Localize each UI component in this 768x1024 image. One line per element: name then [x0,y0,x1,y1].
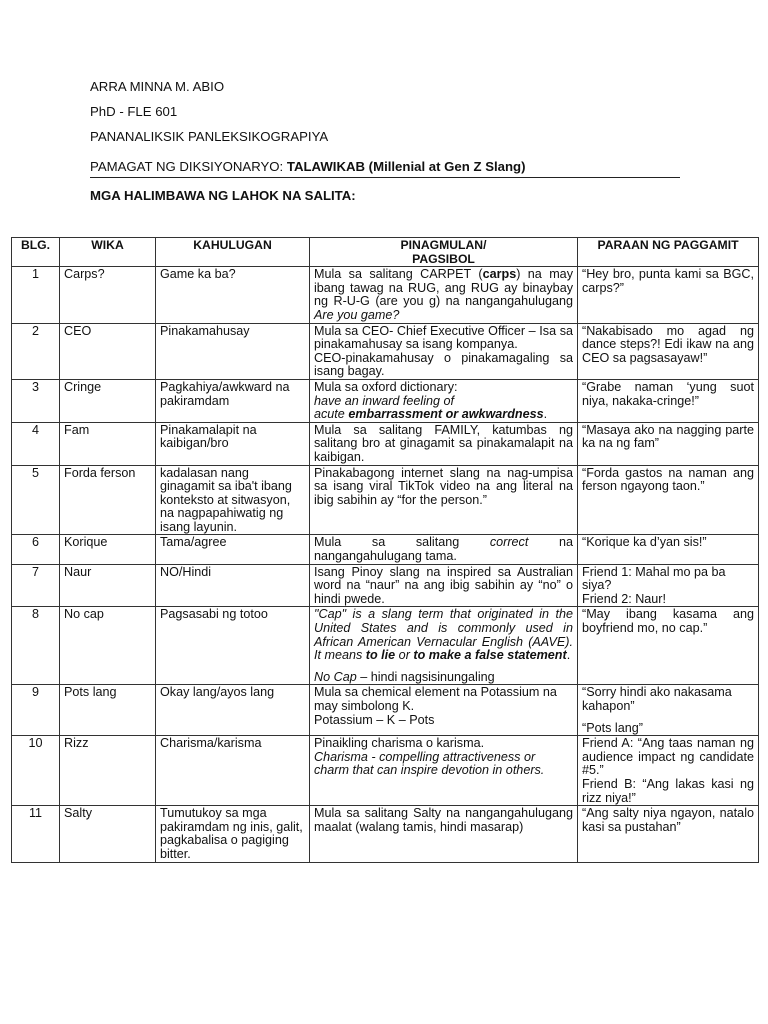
row-meaning: Pagkahiya/awkward na pakiramdam [156,379,310,422]
table-row [12,685,759,736]
row-meaning: Tama/agree [156,535,310,564]
row-number: 5 [12,465,60,535]
row-number: 10 [12,736,60,806]
row-word: Korique [60,535,156,564]
row-usage: “Forda gastos na naman ang ferson ngayong taon.” [578,465,759,535]
dictionary-title-value: TALAWIKAB (Millenial at Gen Z Slang) [286,159,526,174]
row-meaning: Charisma/karisma [156,736,310,806]
row-word: No cap [60,607,156,685]
row-meaning: NO/Hindi [156,564,310,607]
table-row [12,379,759,422]
section-heading: MGA HALIMBAWA NG LAHOK NA SALITA: [90,188,356,203]
row-usage: “Masaya ako na nagging parte ka na ng fam” [578,422,759,465]
table-row [12,607,759,685]
author-name: ARRA MINNA M. ABIO [90,79,225,94]
row-word: Forda ferson [60,465,156,535]
row-meaning: Okay lang/ayos lang [156,685,310,736]
row-origin: Mula sa oxford dictionary: have an inward feeling of acute embarrassment or awkwardness. [310,379,578,422]
row-number: 9 [12,685,60,736]
row-number: 8 [12,607,60,685]
row-usage: “Ang salty niya ngayon, natalo kasi sa pustahan” [578,806,759,862]
row-usage: “Sorry hindi ako nakasama kahapon” “Pots lang” [578,685,759,736]
row-number: 1 [12,267,60,323]
row-number: 6 [12,535,60,564]
col-paraan: PARAAN NG PAGGAMIT [578,238,759,267]
row-word: Fam [60,422,156,465]
row-word: Carps? [60,267,156,323]
table-row [12,323,759,379]
row-origin: Pinaikling charisma o karisma. Charisma - compelling attractiveness or charm that can inspire devotion in others. [310,736,578,806]
col-kahulugan: KAHULUGAN [156,238,310,267]
row-number: 4 [12,422,60,465]
row-origin: "Cap" is a slang term that originated in the United States and is commonly used in African American Vernacular English (AAVE). It means to lie or to make a false statement. No Cap – hindi nagsisinungaling [310,607,578,685]
row-usage: “Grabe naman ‘yung suot niya, nakaka-cringe!” [578,379,759,422]
table-row [12,535,759,564]
table-row [12,422,759,465]
row-word: Rizz [60,736,156,806]
row-origin: Mula sa salitang Salty na nangangahulugang maalat (walang tamis, hindi masarap) [310,806,578,862]
row-word: Pots lang [60,685,156,736]
table-row [12,267,759,323]
row-meaning: Pinakamalapit na kaibigan/bro [156,422,310,465]
course-code: PhD - FLE 601 [90,104,178,119]
col-pinagmulan: PINAGMULAN/ PAGSIBOL [310,238,578,267]
row-origin: Mula sa salitang CARPET (carps) na may ibang tawag na RUG, ang RUG ay binaybay ng R-U-G (are you g) na nangangahulugang Are you game? [310,267,578,323]
table-row [12,465,759,535]
row-number: 3 [12,379,60,422]
row-usage: Friend 1: Mahal mo pa ba siya? Friend 2: Naur! [578,564,759,607]
table-row [12,806,759,862]
col-blg: BLG. [12,238,60,267]
col-wika: WIKA [60,238,156,267]
table-header-row [12,238,759,267]
row-word: Cringe [60,379,156,422]
row-meaning: kadalasan nang ginagamit sa iba't ibang konteksto at sitwasyon, na nagpapahiwatig ng isang layunin. [156,465,310,535]
row-usage: “Nakabisado mo agad ng dance steps?! Edi ikaw na ang CEO sa pagsasayaw!” [578,323,759,379]
row-origin: Mula sa chemical element na Potassium na may simbolong K. Potassium – K – Pots [310,685,578,736]
row-meaning: Pinakamahusay [156,323,310,379]
row-word: Naur [60,564,156,607]
row-number: 7 [12,564,60,607]
row-usage: Friend A: “Ang taas naman ng audience impact ng candidate #5.” Friend B: “Ang lakas kasi ng rizz niya!” [578,736,759,806]
row-meaning: Pagsasabi ng totoo [156,607,310,685]
subject-name: PANANALIKSIK PANLEKSIKOGRAPIYA [90,129,329,144]
row-number: 11 [12,806,60,862]
row-origin: Mula sa salitang correct na nangangahulugang tama. [310,535,578,564]
row-word: Salty [60,806,156,862]
table-row [12,564,759,607]
dictionary-title [90,159,680,178]
row-usage: “Hey bro, punta kami sa BGC, carps?” [578,267,759,323]
row-meaning: Tumutukoy sa mga pakiramdam ng inis, galit, pagkabalisa o pagiging bitter. [156,806,310,862]
table-row [12,736,759,806]
dictionary-title-label: PAMAGAT NG DIKSIYONARYO: [90,159,287,174]
row-meaning: Game ka ba? [156,267,310,323]
row-origin: Mula sa salitang FAMILY, katumbas ng salitang bro at ginagamit sa pinakamalapit na kaibigan. [310,422,578,465]
row-usage: “Korique ka d’yan sis!” [578,535,759,564]
row-number: 2 [12,323,60,379]
row-origin: Pinakabagong internet slang na nag-umpisa sa isang viral TikTok video na ang literal na ibig sabihin ay “for the person.” [310,465,578,535]
row-origin: Mula sa CEO- Chief Executive Officer – Isa sa pinakamahusay sa isang kompanya. CEO-pinakamahusay o pinakamagaling sa isang bagay. [310,323,578,379]
row-usage: “May ibang kasama ang boyfriend mo, no cap.” [578,607,759,685]
entries-table [11,237,759,863]
row-origin: Isang Pinoy slang na inspired sa Australian word na “naur” na ang ibig sabihin ay “no” o hindi pwede. [310,564,578,607]
document-header [90,78,680,203]
row-word: CEO [60,323,156,379]
